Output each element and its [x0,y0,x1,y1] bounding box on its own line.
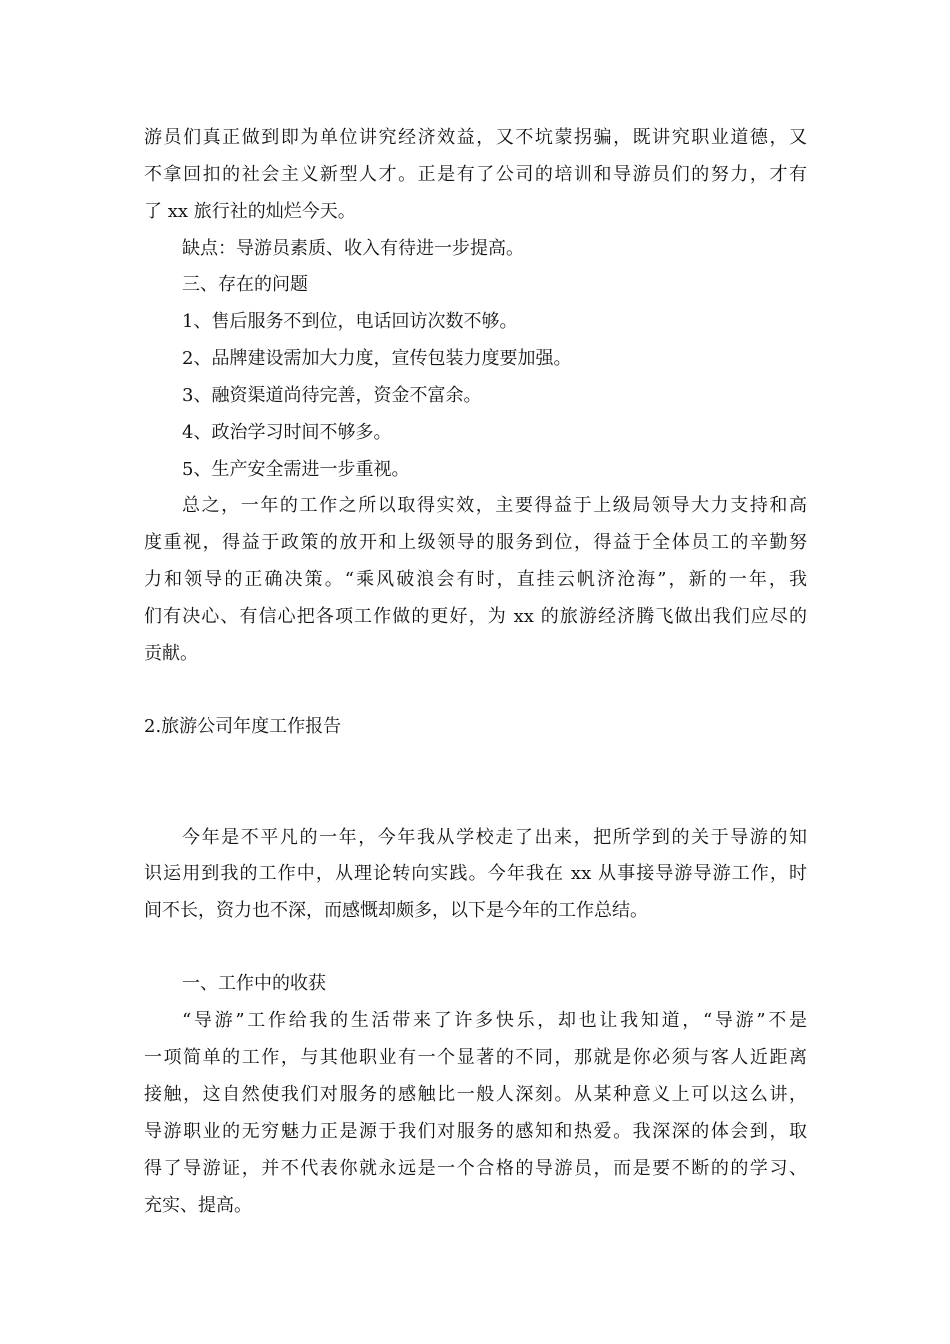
conclusion-line: 力和领导的正确决策。“乘风破浪会有时，直挂云帆济沧海”，新的一年，我 [144,569,807,590]
gains-line: 得了导游证，并不代表你就永远是一个合格的导游员，而是要不断的的学习、 [144,1158,807,1179]
gains-line: 导游职业的无穷魅力正是源于我们对服务的感知和热爱。我深深的体会到，取 [144,1121,807,1142]
section-title: 2.旅游公司年度工作报告 [144,716,342,737]
paragraph-line: 了 xx 旅行社的灿烂今天。 [144,201,356,222]
problem-item: 4、政治学习时间不够多。 [182,422,392,443]
paragraph-line: 不拿回扣的社会主义新型人才。正是有了公司的培训和导游员们的努力，才有 [144,164,807,185]
gains-line: 接触，这自然使我们对服务的感触比一般人深刻。从某种意义上可以这么讲， [144,1084,807,1105]
problem-item: 2、品牌建设需加大力度，宣传包装力度要加强。 [182,348,572,369]
problem-item: 5、生产安全需进一步重视。 [182,459,410,480]
gains-line: 一项简单的工作，与其他职业有一个显著的不同，那就是你必须与客人近距离 [144,1047,807,1068]
problems-heading: 三、存在的问题 [182,274,308,295]
conclusion-line: 度重视，得益于政策的放开和上级领导的服务到位，得益于全体员工的辛勤努 [144,532,807,553]
problem-item: 3、融资渠道尚待完善，资金不富余。 [182,385,482,406]
intro-line: 间不长，资力也不深，而感慨却颇多，以下是今年的工作总结。 [144,900,648,921]
paragraph-line: 游员们真正做到即为单位讲究经济效益，又不坑蒙拐骗，既讲究职业道德，又 [144,127,807,148]
conclusion-line: 们有决心、有信心把各项工作做的更好，为 xx 的旅游经济腾飞做出我们应尽的 [144,606,807,627]
conclusion-line: 总之，一年的工作之所以取得实效，主要得益于上级局领导大力支持和高 [182,495,807,516]
intro-line: 识运用到我的工作中，从理论转向实践。今年我在 xx 从事接导游导游工作，时 [144,863,807,884]
shortcoming-text: 缺点：导游员素质、收入有待进一步提高。 [182,238,524,259]
problem-item: 1、售后服务不到位，电话回访次数不够。 [182,311,518,332]
conclusion-line: 贡献。 [144,643,198,664]
gains-line: 充实、提高。 [144,1195,252,1216]
intro-line: 今年是不平凡的一年，今年我从学校走了出来，把所学到的关于导游的知 [182,827,807,848]
gains-line: “导游”工作给我的生活带来了许多快乐，却也让我知道，“导游”不是 [182,1010,807,1031]
gains-heading: 一、工作中的收获 [182,973,326,994]
